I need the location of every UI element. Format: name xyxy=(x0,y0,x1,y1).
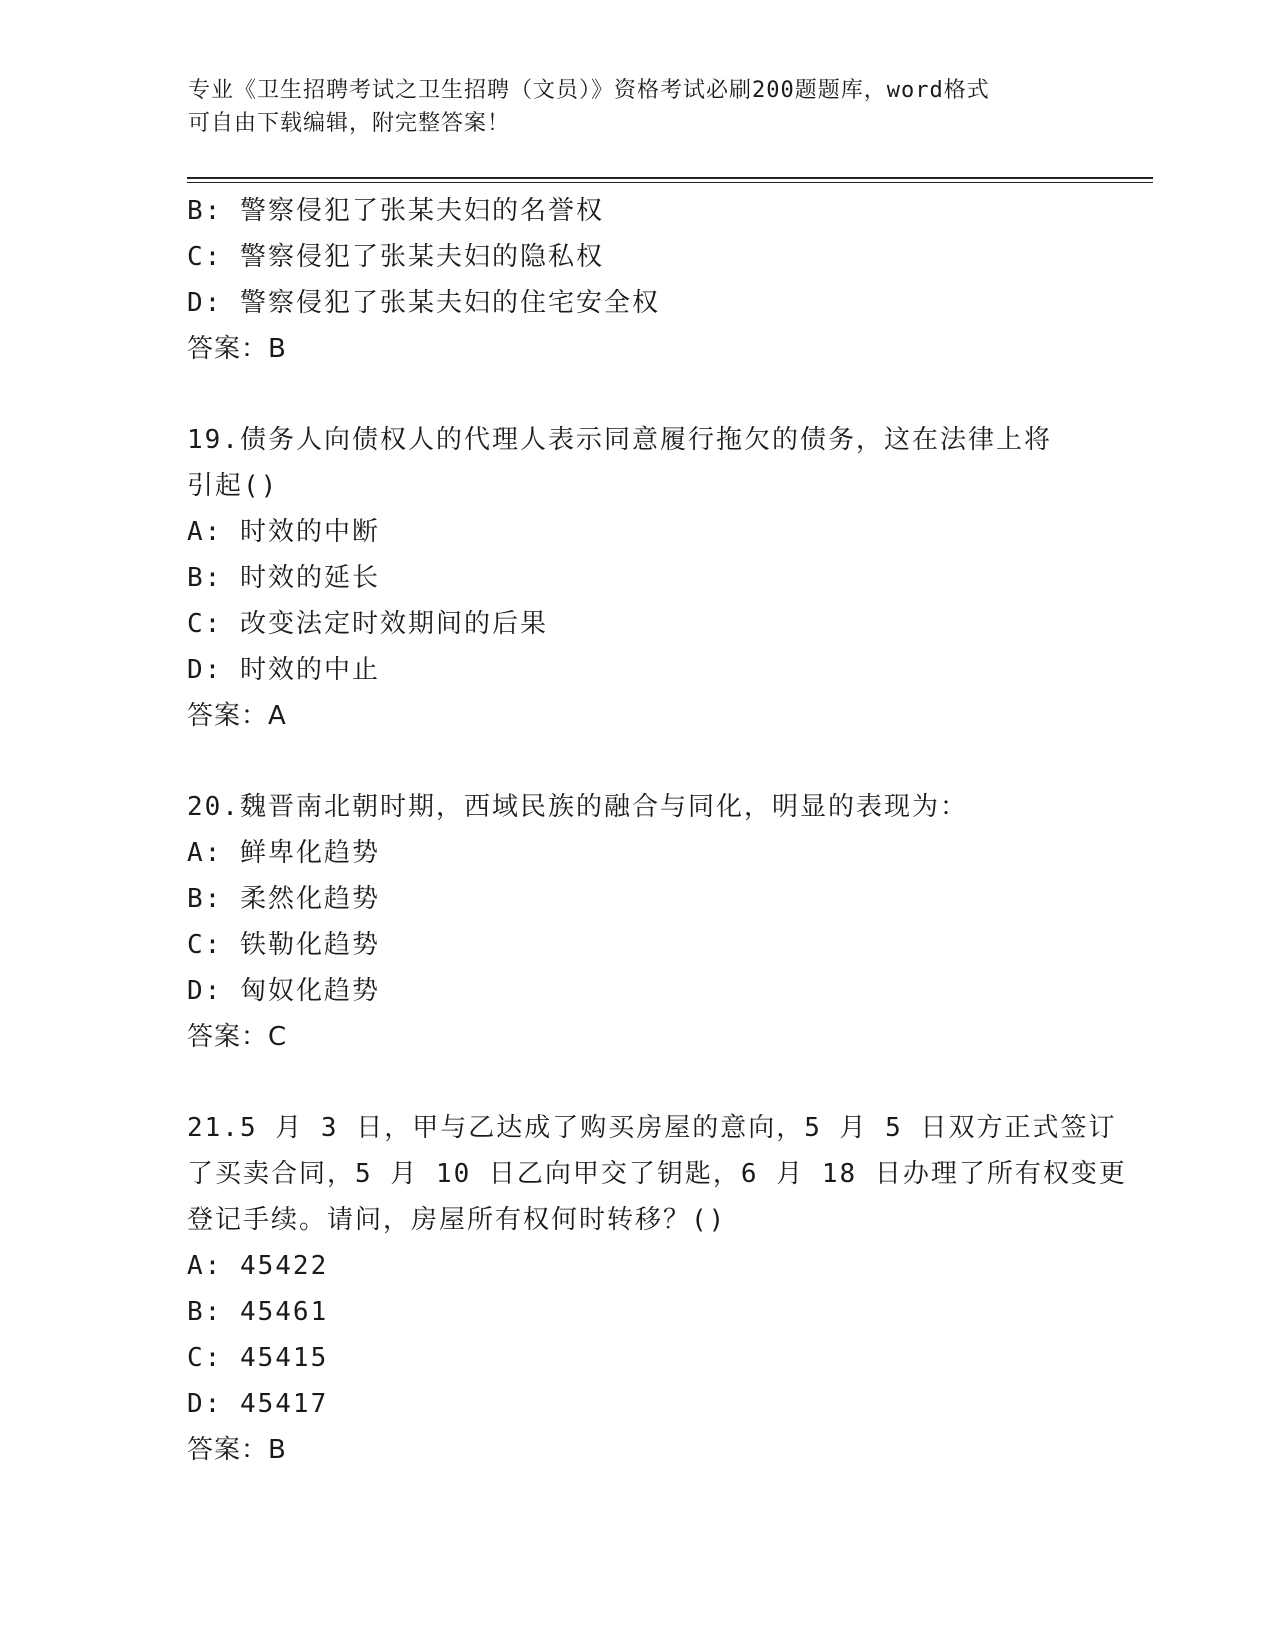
document-header xyxy=(188,74,1088,140)
option-a: A: 鲜卑化趋势 xyxy=(187,838,380,868)
header-divider-thin xyxy=(187,182,1153,183)
option-b: B: 柔然化趋势 xyxy=(187,884,380,914)
question-stem-continued: 了买卖合同，5 月 10 日乙向甲交了钥匙，6 月 18 日办理了所有权变更 xyxy=(187,1159,1127,1189)
answer-line: 答案：C xyxy=(187,1022,288,1052)
option-a: A: 时效的中断 xyxy=(187,517,380,547)
question-list xyxy=(187,188,1127,1473)
question-21 xyxy=(187,1105,1127,1473)
option-b: B: 警察侵犯了张某夫妇的名誉权 xyxy=(187,196,604,226)
option-b: B: 时效的延长 xyxy=(187,563,380,593)
question-stem: 21.5 月 3 日，甲与乙达成了购买房屋的意向，5 月 5 日双方正式签订 xyxy=(187,1113,1117,1143)
header-divider-thick xyxy=(187,177,1153,179)
question-20 xyxy=(187,784,1087,1060)
option-c: C: 铁勒化趋势 xyxy=(187,930,380,960)
option-d: D: 时效的中止 xyxy=(187,655,380,685)
option-d: D: 警察侵犯了张某夫妇的住宅安全权 xyxy=(187,288,660,318)
header-line-1: 专业《卫生招聘考试之卫生招聘（文员）》资格考试必刷200题题库，word格式 xyxy=(188,78,990,103)
question-gap xyxy=(187,739,1087,784)
option-a: A: 45422 xyxy=(187,1251,329,1281)
option-c: C: 45415 xyxy=(187,1343,329,1373)
question-stem: 19.债务人向债权人的代理人表示同意履行拖欠的债务，这在法律上将 xyxy=(187,425,1052,455)
answer-line: 答案：A xyxy=(187,701,287,731)
question-stem: 20.魏晋南北朝时期，西域民族的融合与同化，明显的表现为： xyxy=(187,792,968,822)
answer-line: 答案：B xyxy=(187,334,287,364)
question-stem-continued: 引起() xyxy=(187,471,279,501)
option-b: B: 45461 xyxy=(187,1297,329,1327)
answer-line: 答案：B xyxy=(187,1435,287,1465)
question-19 xyxy=(187,417,1087,739)
question-stem-continued: 登记手续。请问，房屋所有权何时转移？() xyxy=(187,1205,727,1235)
option-d: D: 45417 xyxy=(187,1389,329,1419)
header-line-2: 可自由下载编辑，附完整答案！ xyxy=(188,111,511,136)
option-d: D: 匈奴化趋势 xyxy=(187,976,380,1006)
option-c: C: 改变法定时效期间的后果 xyxy=(187,609,548,639)
option-c: C: 警察侵犯了张某夫妇的隐私权 xyxy=(187,242,604,272)
question-gap xyxy=(187,1060,1087,1105)
question-gap xyxy=(187,372,1087,417)
question-18 xyxy=(187,188,1087,372)
